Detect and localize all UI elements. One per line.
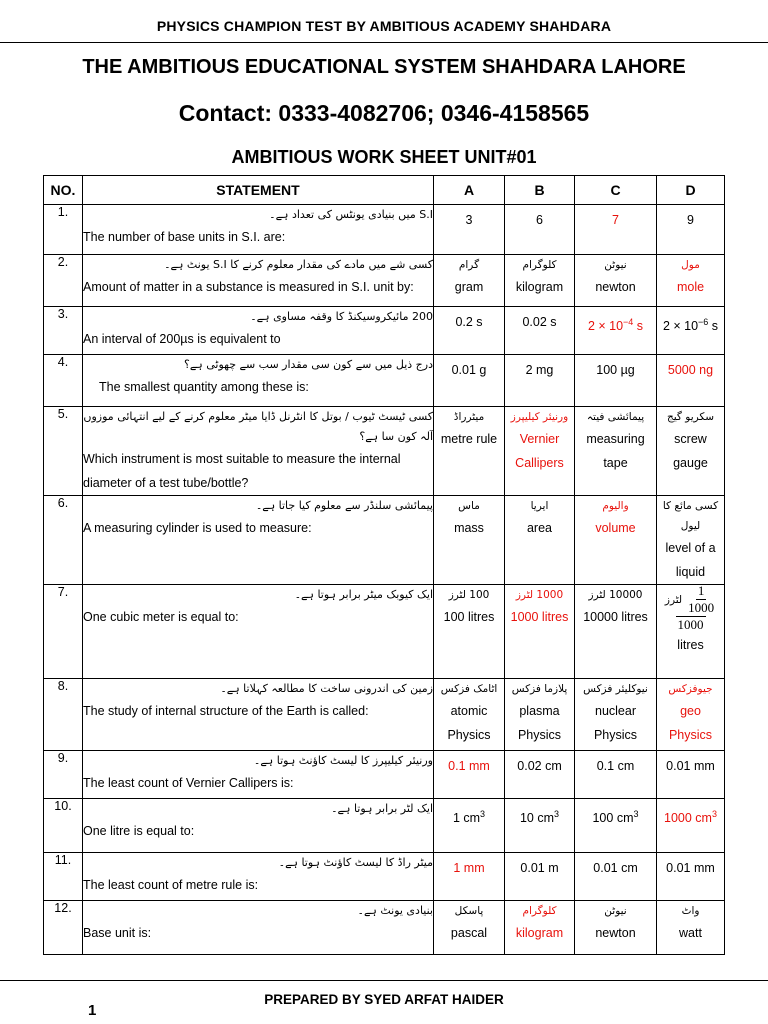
table-row — [44, 751, 725, 799]
option-english — [505, 313, 574, 331]
option-d — [657, 407, 725, 496]
option-urdu: ایریا — [530, 500, 549, 512]
option-exponent: 3 — [633, 809, 639, 819]
option-value: 0.2 s — [455, 315, 483, 329]
option-english — [434, 859, 504, 877]
option-english — [434, 757, 504, 775]
statement-urdu: زمین کی اندرونی ساخت کا مطالعہ کہلاتا ہے۔ — [220, 682, 433, 695]
option-urdu: میٹرراڈ — [453, 411, 485, 423]
option-urdu: مول — [681, 259, 700, 271]
option-exponent: 3 — [554, 809, 560, 819]
option-value: mole — [676, 280, 705, 294]
question-statement — [83, 585, 434, 679]
option-english — [575, 699, 656, 747]
option-value: 7 — [612, 213, 619, 227]
option-urdu: نیوٹن — [604, 905, 627, 917]
option-d — [657, 853, 725, 901]
option-value: 0.01 g — [451, 363, 487, 377]
statement-urdu: ورنیئر کیلیپرز کا لیسٹ کاؤنٹ ہوتا ہے۔ — [253, 754, 433, 767]
option-urdu: والیوم — [602, 500, 629, 512]
option-urdu: 1000 لٹرز — [515, 589, 564, 601]
option-value: 0.01 m — [520, 861, 559, 875]
col-header-d: D — [657, 176, 725, 205]
statement-english: The least count of metre rule is: — [83, 878, 259, 892]
fraction-denominator: 1000 — [688, 600, 715, 615]
option-value: 9 — [687, 213, 694, 227]
option-english — [505, 921, 574, 945]
question-number: 9. — [44, 751, 83, 799]
question-number: 4. — [44, 355, 83, 407]
option-english — [657, 805, 724, 827]
statement-english: Amount of matter in a substance is measured in S.I. unit by: — [83, 280, 414, 294]
option-english — [434, 211, 504, 229]
statement-english: An interval of 200µs is equivalent to — [83, 332, 281, 346]
option-a — [434, 799, 505, 853]
option-d — [657, 799, 725, 853]
option-urdu: سکریو گیج — [666, 411, 715, 423]
option-value: 2 × 10 — [587, 319, 624, 334]
option-english — [505, 211, 574, 229]
table-header-row — [44, 176, 725, 205]
option-value: 1 mm — [453, 861, 485, 875]
option-b — [505, 355, 575, 407]
option-c — [575, 679, 657, 751]
statement-urdu: درج ذیل میں سے کون سی مقدار سب سے چھوٹی ہے؟ — [184, 358, 433, 371]
fraction — [686, 583, 716, 616]
option-english — [575, 361, 656, 379]
option-urdu: جیوفزکس — [668, 683, 713, 695]
option-exponent: −6 — [698, 317, 709, 327]
col-header-c: C — [575, 176, 657, 205]
statement-urdu: کسی شے میں مادے کی مقدار معلوم کرنے کا S.I یونٹ ہے۔ — [164, 258, 433, 271]
col-header-b: B — [505, 176, 575, 205]
option-english — [575, 605, 656, 629]
option-exponent: −4 — [623, 317, 634, 327]
option-value: volume — [595, 521, 636, 535]
option-c — [575, 205, 657, 255]
table-row — [44, 355, 725, 407]
option-english — [505, 699, 574, 747]
option-d — [657, 751, 725, 799]
option-value: kilogram — [515, 280, 564, 294]
option-c — [575, 355, 657, 407]
option-english — [575, 859, 656, 877]
worksheet-title: AMBITIOUS WORK SHEET UNIT#01 — [231, 147, 537, 167]
option-value: area — [526, 521, 553, 535]
option-value: 2 mg — [525, 363, 554, 377]
question-statement — [83, 799, 434, 853]
option-urdu: اٹامک فزکس — [440, 683, 498, 695]
option-value: gram — [454, 280, 484, 294]
question-number: 12. — [44, 901, 83, 955]
option-english — [575, 427, 656, 475]
option-urdu: گرام — [458, 259, 480, 271]
header-top-line: PHYSICS CHAMPION TEST BY AMBITIOUS ACADEMY SHAHDARA — [156, 18, 612, 34]
statement-urdu: 200 مائیکروسیکنڈ کا وقفہ مساوی ہے۔ — [250, 310, 433, 323]
statement-urdu: پیمائشی سلنڈر سے معلوم کیا جاتا ہے۔ — [255, 499, 433, 512]
statement-english: One litre is equal to: — [83, 824, 195, 838]
question-number: 8. — [44, 679, 83, 751]
option-b — [505, 751, 575, 799]
fraction-denominator: 1000 — [677, 617, 704, 632]
option-english — [434, 699, 504, 747]
question-number: 2. — [44, 255, 83, 307]
option-a — [434, 901, 505, 955]
statement-english: Which instrument is most suitable to measure the internal diameter of a test tube/bottle? — [83, 452, 401, 490]
option-urdu: پلازما فزکس — [511, 683, 568, 695]
option-b — [505, 853, 575, 901]
option-english — [657, 427, 724, 475]
option-english — [434, 516, 504, 540]
option-value: screw gauge — [673, 432, 708, 470]
worksheet-table — [43, 175, 725, 955]
option-c — [575, 751, 657, 799]
option-a — [434, 205, 505, 255]
option-english — [505, 859, 574, 877]
option-a — [434, 751, 505, 799]
statement-english: A measuring cylinder is used to measure: — [83, 521, 312, 535]
option-value: pascal — [450, 926, 488, 940]
col-header-a: A — [434, 176, 505, 205]
statement-english: The smallest quantity among these is: — [99, 380, 309, 394]
contact-line: Contact: 0333-4082706; 0346-4158565 — [178, 100, 590, 126]
question-statement — [83, 853, 434, 901]
option-value: plasma Physics — [517, 704, 562, 742]
question-number: 6. — [44, 496, 83, 585]
option-english — [657, 536, 724, 584]
table-row — [44, 901, 725, 955]
option-english — [657, 699, 724, 747]
statement-urdu: ایک لٹر برابر ہوتا ہے۔ — [331, 802, 433, 815]
option-urdu: 10000 لٹرز — [588, 589, 643, 601]
option-value: kilogram — [515, 926, 564, 940]
option-english: litres — [677, 638, 704, 652]
statement-urdu: بنیادی یونٹ ہے۔ — [357, 904, 433, 917]
option-d — [657, 496, 725, 585]
option-d — [657, 307, 725, 355]
option-value: 0.02 cm — [517, 759, 562, 773]
table-row — [44, 255, 725, 307]
option-urdu: واٹ — [681, 905, 700, 917]
option-b — [505, 255, 575, 307]
option-value: metre rule — [440, 432, 498, 446]
page-number: 1 — [88, 1002, 97, 1019]
option-value: watt — [679, 926, 702, 940]
option-english — [505, 757, 574, 775]
option-value: 3 — [465, 213, 473, 227]
statement-english: The least count of Vernier Callipers is: — [83, 776, 294, 790]
option-english — [575, 211, 656, 229]
option-urdu: نیوکلیئر فزکس — [583, 683, 648, 695]
option-english — [657, 757, 724, 775]
option-english — [434, 361, 504, 379]
option-english — [434, 921, 504, 945]
table-row — [44, 679, 725, 751]
header-divider — [0, 42, 768, 43]
statement-urdu: کسی ٹیسٹ ٹیوب / بوتل کا انٹرنل ڈایا میٹر معلوم کرنے کے لیے انتہائی موزوں آلہ کون سا ہے؟ — [83, 410, 433, 443]
option-a — [434, 679, 505, 751]
option-urdu: لٹرز — [664, 593, 683, 606]
option-c — [575, 496, 657, 585]
question-statement — [83, 255, 434, 307]
option-urdu: ماس — [458, 500, 480, 512]
option-urdu: پیمائشی فیتہ — [586, 411, 645, 423]
option-value: 0.01 mm — [666, 861, 715, 875]
statement-english: The study of internal structure of the Earth is called: — [83, 704, 369, 718]
option-value: 10 cm — [519, 811, 555, 826]
question-number: 3. — [44, 307, 83, 355]
fraction-repeat — [676, 616, 706, 633]
option-unit: s — [708, 319, 719, 334]
table-row — [44, 407, 725, 496]
option-value: 1 cm — [452, 811, 481, 826]
option-value: measuring tape — [586, 432, 645, 470]
option-english — [434, 275, 504, 299]
option-value: 100 cm — [592, 811, 634, 826]
option-english — [657, 275, 724, 299]
option-value: atomic Physics — [447, 704, 491, 742]
option-english — [505, 516, 574, 540]
statement-english: Base unit is: — [83, 926, 152, 940]
table-row — [44, 799, 725, 853]
option-a — [434, 255, 505, 307]
option-english — [575, 921, 656, 945]
option-english — [505, 427, 574, 475]
option-d — [657, 585, 725, 679]
option-urdu: پاسکل — [454, 905, 484, 917]
table-row — [44, 853, 725, 901]
table-row — [44, 496, 725, 585]
option-unit: s — [633, 319, 644, 334]
question-statement — [83, 407, 434, 496]
table-row — [44, 585, 725, 679]
option-english — [505, 275, 574, 299]
option-english — [434, 805, 504, 827]
option-c — [575, 799, 657, 853]
option-value: 0.1 mm — [448, 759, 490, 773]
option-d — [657, 255, 725, 307]
option-english — [505, 361, 574, 379]
option-b — [505, 205, 575, 255]
option-value: newton — [595, 926, 636, 940]
option-d — [657, 205, 725, 255]
question-statement — [83, 679, 434, 751]
prepared-by: PREPARED BY SYED ARFAT HAIDER — [264, 992, 504, 1007]
option-exponent: 3 — [711, 809, 717, 819]
option-value: geo Physics — [668, 704, 713, 742]
option-value: newton — [595, 280, 636, 294]
option-a — [434, 307, 505, 355]
fraction-numerator: 1 — [697, 583, 705, 598]
option-c — [575, 585, 657, 679]
option-value: 5000 ng — [667, 363, 714, 377]
statement-english: The number of base units in S.I. are: — [83, 230, 286, 244]
option-english — [657, 361, 724, 379]
option-b — [505, 307, 575, 355]
option-value: 6 — [536, 213, 543, 227]
option-a — [434, 853, 505, 901]
option-value: 0.1 cm — [596, 759, 635, 773]
option-urdu: کلوگرام — [522, 905, 557, 917]
option-a — [434, 355, 505, 407]
question-statement — [83, 751, 434, 799]
option-b — [505, 901, 575, 955]
question-number: 5. — [44, 407, 83, 496]
option-a — [434, 496, 505, 585]
option-urdu: نیوٹن — [604, 259, 627, 271]
statement-urdu: میٹر راڈ کا لیسٹ کاؤنٹ ہوتا ہے۔ — [278, 856, 433, 869]
option-english — [657, 211, 724, 229]
option-value: level of a liquid — [665, 541, 716, 579]
option-value: 100 litres — [443, 610, 495, 624]
option-c — [575, 307, 657, 355]
option-english — [575, 275, 656, 299]
option-value: nuclear Physics — [593, 704, 638, 742]
institution-title: THE AMBITIOUS EDUCATIONAL SYSTEM SHAHDARA LAHORE — [82, 56, 686, 78]
option-urdu: کلوگرام — [522, 259, 557, 271]
question-statement — [83, 901, 434, 955]
option-english — [657, 313, 724, 335]
option-value: 10000 litres — [583, 610, 648, 624]
option-english — [434, 427, 504, 451]
option-urdu: کسی مائع کا لیول — [662, 500, 719, 532]
option-c — [575, 255, 657, 307]
statement-urdu: S.I میں بنیادی یونٹس کی تعداد ہے۔ — [269, 208, 433, 221]
option-c — [575, 407, 657, 496]
option-a — [434, 585, 505, 679]
option-d — [657, 679, 725, 751]
statement-english: One cubic meter is equal to: — [83, 610, 239, 624]
table-row — [44, 205, 725, 255]
option-english — [657, 859, 724, 877]
option-c — [575, 901, 657, 955]
option-value: 1000 cm — [664, 811, 712, 826]
option-b — [505, 496, 575, 585]
question-statement — [83, 205, 434, 255]
option-b — [505, 679, 575, 751]
option-english — [575, 757, 656, 775]
option-english — [575, 313, 656, 335]
question-statement — [83, 307, 434, 355]
option-english — [575, 805, 656, 827]
option-b — [505, 407, 575, 496]
statement-urdu: ایک کیوبک میٹر برابر ہوتا ہے۔ — [294, 588, 433, 601]
option-value: 100 µg — [596, 363, 635, 377]
option-value: mass — [454, 521, 484, 535]
option-b — [505, 799, 575, 853]
option-value: Vernier Callipers — [515, 432, 564, 470]
option-english — [505, 605, 574, 629]
option-exponent: 3 — [480, 809, 486, 819]
option-d — [657, 901, 725, 955]
option-value: 0.01 cm — [593, 861, 638, 875]
question-number: 7. — [44, 585, 83, 679]
option-c — [575, 853, 657, 901]
option-english — [575, 516, 656, 540]
option-value: 1000 litres — [510, 610, 569, 624]
table-row — [44, 307, 725, 355]
option-urdu: 100 لٹرز — [448, 589, 490, 601]
option-a — [434, 407, 505, 496]
question-number: 10. — [44, 799, 83, 853]
col-header-no: NO. — [44, 176, 83, 205]
col-header-statement: STATEMENT — [83, 176, 434, 205]
option-english — [505, 805, 574, 827]
option-english — [657, 921, 724, 945]
option-english — [434, 313, 504, 331]
option-d — [657, 355, 725, 407]
option-value: 0.02 s — [522, 315, 557, 329]
question-number: 11. — [44, 853, 83, 901]
option-english — [434, 605, 504, 629]
option-value: 2 × 10 — [662, 319, 699, 334]
option-b — [505, 585, 575, 679]
question-number: 1. — [44, 205, 83, 255]
option-value: 0.01 mm — [666, 759, 715, 773]
option-urdu: ورنیئر کیلیپرز — [510, 411, 569, 423]
footer-divider — [0, 980, 768, 981]
question-statement — [83, 355, 434, 407]
question-statement — [83, 496, 434, 585]
